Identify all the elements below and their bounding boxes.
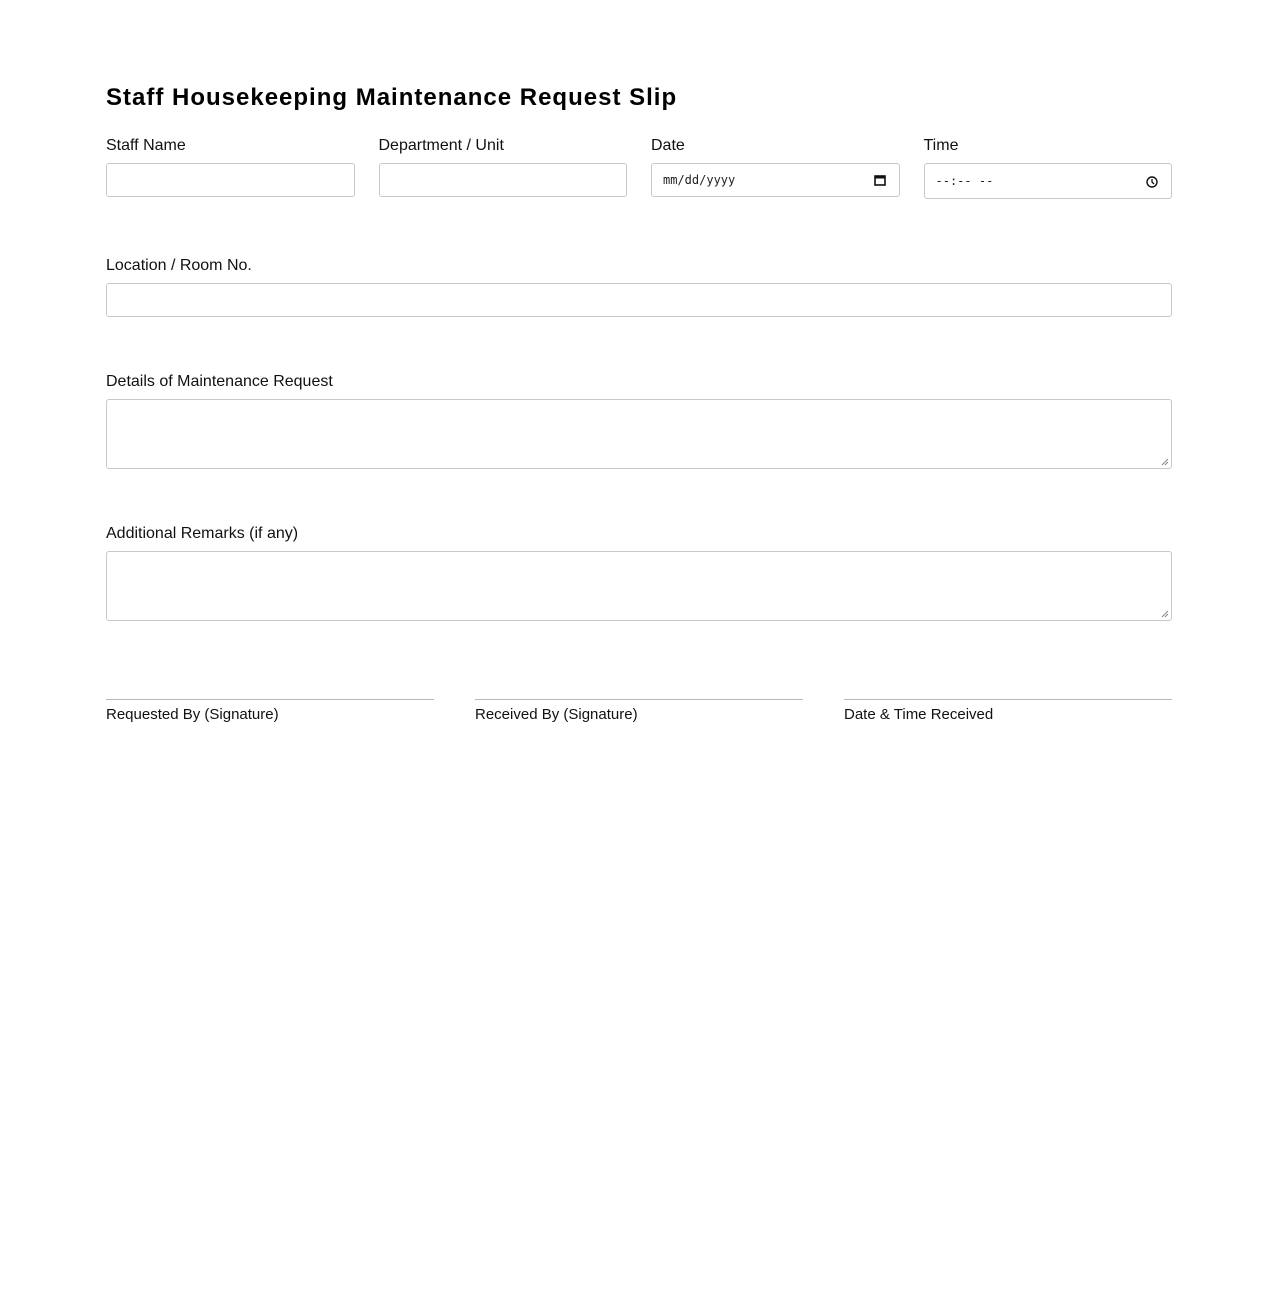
date-input[interactable] [651,163,900,197]
remarks-label: Additional Remarks (if any) [106,525,299,542]
details-group [106,373,1172,469]
signature-requested-by [106,699,434,724]
details-label: Details of Maintenance Request [106,373,333,390]
department-group [379,137,628,199]
date-label: Date [651,137,685,154]
staff-name-input[interactable] [106,163,355,197]
location-group [106,257,1172,317]
remarks-group [106,525,1172,621]
resize-handle-icon[interactable] [1161,458,1169,466]
department-label: Department / Unit [378,137,504,154]
time-placeholder: --:-- -- [935,174,994,188]
signature-label: Requested By (Signature) [106,706,279,723]
maintenance-request-form [106,0,1172,724]
location-input[interactable] [106,283,1172,317]
date-group [651,137,900,199]
time-group [924,137,1173,199]
signature-date-time-received [844,699,1172,724]
remarks-textarea[interactable] [106,551,1172,621]
calendar-icon[interactable] [873,173,887,187]
date-placeholder: mm/dd/yyyy [663,173,736,187]
signature-label: Date & Time Received [844,706,994,723]
page-title: Staff Housekeeping Maintenance Request Slip [106,84,678,111]
clock-icon[interactable] [1145,175,1159,189]
staff-name-group [106,137,355,199]
details-textarea[interactable] [106,399,1172,469]
signature-label: Received By (Signature) [475,706,638,723]
location-label: Location / Room No. [106,257,252,274]
time-input[interactable] [924,163,1173,199]
signature-row [106,699,1172,724]
header-fields-row [106,137,1172,199]
department-input[interactable] [379,163,628,197]
resize-handle-icon[interactable] [1161,610,1169,618]
staff-name-label: Staff Name [106,137,186,154]
signature-received-by [475,699,803,724]
time-label: Time [923,137,959,154]
